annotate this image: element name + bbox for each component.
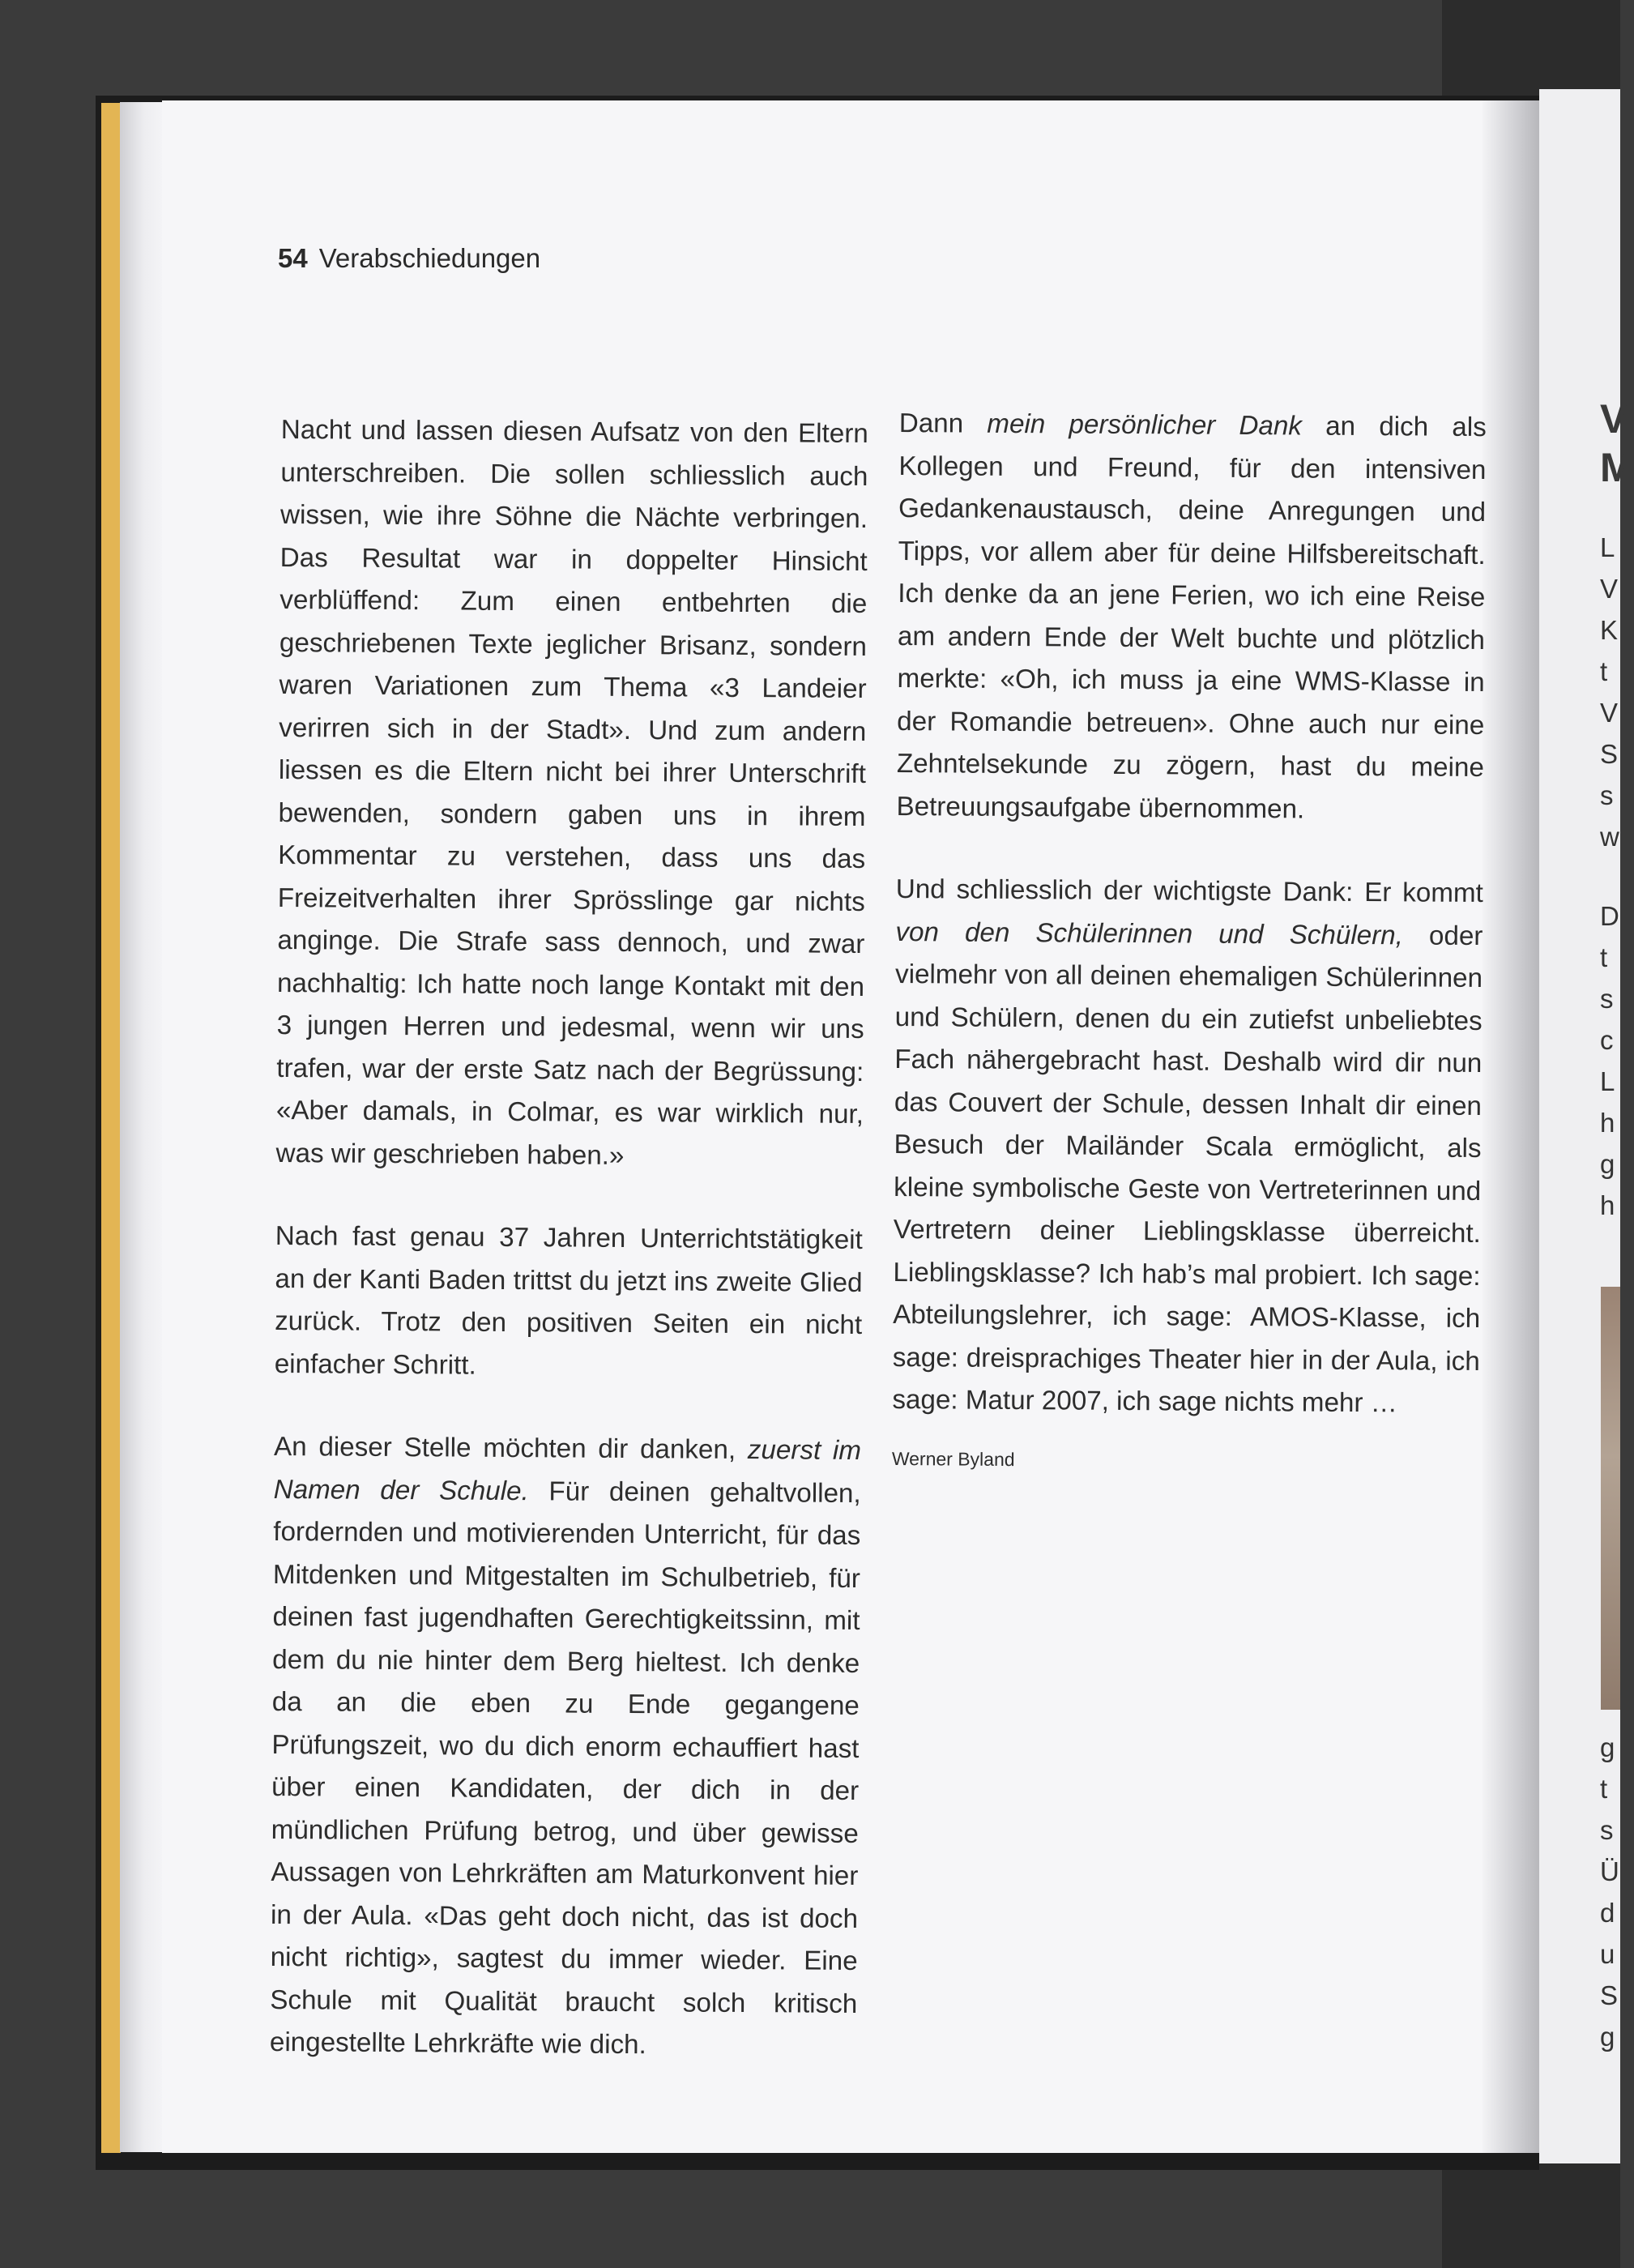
facing-page-letter: g (1600, 2022, 1615, 2052)
book-gutter (1483, 100, 1539, 2153)
facing-page-letter: K (1600, 615, 1619, 645)
facing-page-letter: s (1600, 984, 1614, 1014)
left-column (269, 409, 868, 2109)
facing-page-letter: c (1600, 1025, 1614, 1055)
facing-page-letter: Ü (1600, 1856, 1619, 1886)
paragraph: Nacht und lassen diesen Aufsatz von den Eltern unterschreiben. Die sollen schliesslich auch wissen, wie ihre Söhne die Nächte verbringen. Das Resultat war in doppelter Hinsicht verblüffend: Zum einen entbehrten die geschriebenen Texte jeglicher Brisanz, sondern waren Variationen zum Thema «3 Landeier verirren sich in der Stadt». Und zum andern liessen es die Eltern nicht bei ihrer Unterschrift bewenden, sondern gaben uns in ihrem Kommentar zu verstehen, dass uns das Freizeitverhalten ihrer Sprösslinge gar nichts anginge. Die Strafe sass dennoch, und zwar nachhaltig: Ich hatte noch lange Kontakt mit den 3 jungen Herren und jedesmal, wenn wir uns trafen, war der erste Satz nach der Begrüssung: «Aber damals, in Colmar, es war wirklich nur, was wir geschrieben haben.» (275, 414, 868, 1171)
facing-page-letter: s (1600, 1815, 1614, 1845)
text-run: Dann (898, 408, 988, 439)
facing-page-letter: S (1600, 1980, 1619, 2010)
text-run: Und schliesslich der wichtigste Dank: Er kommt (895, 873, 1483, 909)
facing-page-letter: w (1600, 822, 1619, 852)
facing-page-letter: d (1600, 1898, 1615, 1928)
facing-page-letter: g (1600, 1732, 1615, 1762)
facing-page-letter: L (1600, 1066, 1615, 1096)
right-column (892, 403, 1487, 1474)
section-title: Verabschiedungen (318, 243, 541, 273)
facing-page-letter: V (1600, 698, 1619, 728)
paragraph: Nach fast genau 37 Jahren Unterrichtstätigkeit an der Kanti Baden trittst du jetzt ins zweite Glied zurück. Trotz den positiven Seiten ein nicht einfacher Schritt. (274, 1220, 863, 1381)
paragraph (896, 403, 1487, 832)
text-run: Für deinen gehaltvollen, fordernden und motivierenden Unterricht, für das Mitdenken und Mitgestalten im Schulbetrieb, für deinen fast jugendhaften Gerechtigkeitssinn, mit dem du nie hinter dem Berg hieltest. Ich denke da an die eben zu Ende gegangene Prüfungszeit, wo du dich enorm echauffiert hast über einen Kandidaten, der dich in der mündlichen Prüfung betrog, und über gewisse Aussagen von Lehrkräften am Maturkonvent hier in der Aula. «Das geht doch nicht, das ist doch nicht richtig», sagtest du immer wieder. Eine Schule mit Qualität braucht solch kritisch eingestellte Lehrkräfte wie dich. (269, 1476, 861, 2061)
facing-page-title-letter: M (1600, 445, 1634, 490)
italic-text: mein persönlicher Dank (987, 408, 1303, 442)
text-run: oder vielmehr von all deinen ehemaligen Schülerinnen und Schülern, denen du ein zutiefst unbeliebtes Fach nähergebracht hast. Deshalb wird dir nun das Couvert der Schule, dessen Inhalt dir einen Besuch der Mailänder Scala ermöglicht, als kleine symbolische Geste von Vertreterinnen und Vertretern deiner Lieblingsklasse überreicht. Lieblingsklasse? Ich hab’s mal probiert. Ich sage: Abteilungslehrer, ich sage: AMOS-Klasse, ich sage: dreisprachiges Theater hier in der Aula, ich sage: Matur 2007, ich sage nichts mehr … (892, 920, 1483, 1419)
facing-page-letter: D (1600, 901, 1619, 931)
facing-page-letter: t (1600, 1774, 1608, 1804)
italic-text: zuerst im Namen der Schule. (273, 1435, 862, 1506)
italic-text: von den Schülerinnen und Schülern, (895, 916, 1404, 950)
paragraph (270, 1426, 861, 2069)
facing-page-letter: V (1600, 574, 1619, 604)
facing-page-letter: h (1600, 1108, 1615, 1138)
facing-page-letter: g (1600, 1149, 1615, 1179)
page-stack-edge (120, 102, 169, 2152)
book-cover-edge (101, 103, 121, 2153)
facing-page-title-letter: V (1600, 396, 1628, 442)
running-header (278, 243, 540, 274)
author-signature: Werner Byland (891, 1447, 1015, 1470)
facing-page-letter: t (1600, 656, 1608, 686)
paragraph (892, 869, 1483, 1426)
text-run: An dieser Stelle möchten dir danken, (273, 1431, 749, 1466)
facing-page-letter: t (1600, 942, 1608, 972)
facing-page-letter: L (1600, 532, 1615, 562)
facing-page-letter: h (1600, 1190, 1615, 1220)
facing-page-letter: s (1600, 780, 1614, 810)
facing-page-letter: S (1600, 739, 1619, 769)
facing-page-photo (1601, 1287, 1620, 1710)
facing-page-letter: u (1600, 1939, 1615, 1969)
page-number: 54 (278, 243, 308, 273)
text-run: an dich als Kollegen und Freund, für den intensiven Gedankenaustausch, deine Anregungen und Tipps, vor allem aber für deine Hilfsbereitschaft. Ich denke da an jene Ferien, wo ich eine Reise am andern Ende der Welt buchte und plötzlich merkte: «Oh, ich muss ja eine WMS-Klasse in der Romandie betreuen». Ohne auch nur eine Zehntelsekunde zu zögern, hast du meine Betreuungsaufgabe übernommen. (896, 411, 1487, 825)
